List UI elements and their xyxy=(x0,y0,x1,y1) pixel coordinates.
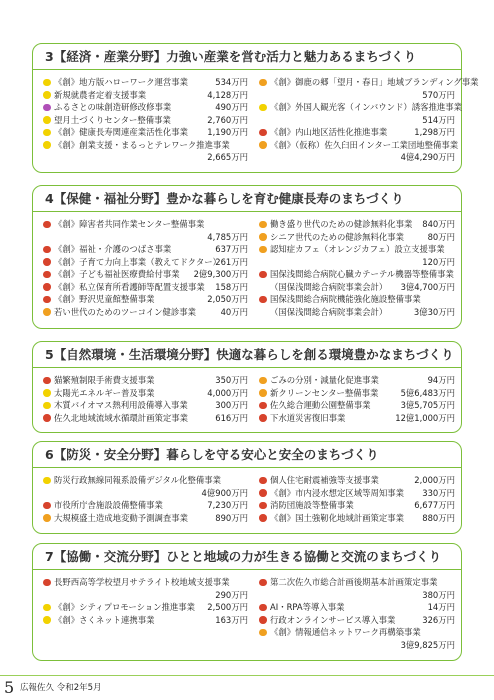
project-item xyxy=(259,639,455,652)
project-item xyxy=(43,399,248,412)
bullet-icon xyxy=(43,389,51,397)
project-item xyxy=(259,243,455,256)
project-item xyxy=(43,306,248,319)
project-amount: 94万円 xyxy=(427,375,455,385)
project-item xyxy=(259,126,455,139)
project-item xyxy=(43,601,248,614)
project-name: 新クリーンセンター整備事業 xyxy=(270,387,379,398)
project-item xyxy=(259,306,455,319)
right-column xyxy=(259,576,455,651)
project-item xyxy=(43,374,248,387)
bullet-icon xyxy=(259,221,267,229)
project-name: 《創》私立保育所看護師等配置支援事業 xyxy=(54,281,205,292)
section-collaboration xyxy=(32,543,462,661)
project-amount: 6,677万円 xyxy=(414,500,455,510)
section-title: 4【保健・福祉分野】豊かな暮らしを育む健康長寿のまちづくり xyxy=(33,186,461,212)
project-item xyxy=(259,499,455,512)
project-item xyxy=(43,474,248,487)
bullet-icon xyxy=(43,246,51,254)
section-title: 5【自然環境・生活環境分野】快適な暮らしを創る環境豊かなまちづくり xyxy=(33,342,461,368)
project-item xyxy=(43,126,248,139)
project-item xyxy=(43,589,248,602)
project-amount: 490万円 xyxy=(215,102,248,112)
project-item xyxy=(259,293,455,306)
project-name: （国保浅間総合病院事業会計） xyxy=(270,306,388,317)
project-item xyxy=(259,89,455,102)
project-amount: 326万円 xyxy=(422,614,455,625)
project-item xyxy=(259,139,459,152)
project-name: 佐久北地域流域水循環計画策定事業 xyxy=(54,412,188,423)
project-item xyxy=(259,114,455,127)
project-item xyxy=(43,293,248,306)
project-item xyxy=(43,412,248,425)
project-amount: 7,230万円 xyxy=(207,500,248,510)
right-column xyxy=(259,374,455,424)
project-amount: 4億900万円 xyxy=(201,487,248,498)
section-economy xyxy=(32,43,479,173)
project-item xyxy=(259,512,455,525)
bullet-icon xyxy=(43,91,51,99)
project-item xyxy=(259,576,455,589)
project-name: 働き盛り世代のための健診無料化事業 xyxy=(270,219,413,229)
project-name: 第二次佐久市総合計画後期基本計画策定事業 xyxy=(270,577,438,587)
left-column xyxy=(43,474,248,524)
section-environment xyxy=(32,341,462,433)
project-amount: 514万円 xyxy=(422,114,455,125)
project-item xyxy=(43,76,248,89)
bullet-icon xyxy=(259,604,267,612)
project-amount: 3億4,700万円 xyxy=(400,281,455,292)
publication-name: 広報佐久 令和2年5月 xyxy=(20,683,102,693)
bullet-icon xyxy=(259,389,267,397)
project-amount: 290万円 xyxy=(215,589,248,600)
project-name: 消防団施設等整備事業 xyxy=(270,500,354,510)
project-item xyxy=(43,151,248,164)
project-name: AI・RPA等導入事業 xyxy=(270,602,345,612)
section-title: 7【協働・交流分野】ひとと地域の力が生きる協働と交流のまちづくり xyxy=(33,544,461,570)
bullet-icon xyxy=(259,579,267,587)
project-item xyxy=(43,231,248,244)
project-item xyxy=(259,626,455,639)
left-column xyxy=(43,576,248,626)
project-amount: 350万円 xyxy=(215,375,248,385)
project-name: 木質バイオマス熱利用設備導入事業 xyxy=(54,400,188,410)
bullet-icon xyxy=(259,233,267,241)
project-item xyxy=(259,614,455,627)
project-amount: 890万円 xyxy=(215,512,248,523)
right-column xyxy=(259,76,479,164)
project-item xyxy=(259,76,479,89)
project-amount: 261万円 xyxy=(215,256,248,267)
section-title: 3【経済・産業分野】力強い産業を営む活力と魅力あるまちづくり xyxy=(33,44,461,70)
project-amount: 1,298万円 xyxy=(414,127,455,137)
project-amount: 3億5,705万円 xyxy=(400,400,455,410)
project-name: 《創》国土強靭化地域計画策定事業 xyxy=(270,512,404,523)
bullet-icon xyxy=(43,579,51,587)
page-number: 5 xyxy=(4,678,15,697)
bullet-icon xyxy=(259,616,267,624)
right-column xyxy=(259,474,455,524)
project-amount: 637万円 xyxy=(215,244,248,254)
bullet-icon xyxy=(43,616,51,624)
bullet-icon xyxy=(43,283,51,291)
project-name: 《創》健康長寿関連産業活性化事業 xyxy=(54,127,188,137)
project-item xyxy=(259,374,455,387)
bullet-icon xyxy=(43,79,51,87)
project-name: 個人住宅耐震補強等支援事業 xyxy=(270,475,379,485)
project-amount: 2,500万円 xyxy=(207,602,248,612)
bullet-icon xyxy=(259,271,267,279)
bullet-icon xyxy=(43,377,51,385)
bullet-icon xyxy=(259,477,267,485)
project-name: 《創》（仮称）佐久臼田インター工業団地整備事業 xyxy=(270,139,459,150)
bullet-icon xyxy=(43,402,51,410)
project-name: 国保浅間総合病院機能強化施設整備事業 xyxy=(270,294,421,304)
project-name: 《創》創業支援・まるっとテレワーク推進事業 xyxy=(54,139,230,150)
project-amount: 2,050万円 xyxy=(207,294,248,304)
page-footer xyxy=(0,675,494,700)
project-item xyxy=(43,512,248,525)
project-item xyxy=(43,387,248,400)
project-amount: 880万円 xyxy=(422,512,455,523)
bullet-icon xyxy=(43,296,51,304)
project-name: 《創》外国人観光客（インバウンド）誘客推進事業 xyxy=(270,102,463,112)
bullet-icon xyxy=(259,296,267,304)
bullet-icon xyxy=(259,79,267,87)
project-item xyxy=(43,499,248,512)
project-item xyxy=(43,281,248,294)
project-item xyxy=(43,576,248,589)
project-item xyxy=(259,281,455,294)
left-column xyxy=(43,218,248,318)
project-name: 長野西高等学校望月サテライト校地域支援事業 xyxy=(54,577,230,587)
project-name: 《創》地方版ハローワーク運営事業 xyxy=(54,77,188,87)
bullet-icon xyxy=(259,514,267,522)
project-item xyxy=(259,412,455,425)
project-amount: 380万円 xyxy=(422,589,455,600)
project-item xyxy=(43,101,248,114)
bullet-icon xyxy=(259,414,267,422)
bullet-icon xyxy=(43,116,51,124)
project-item xyxy=(43,256,248,269)
project-item xyxy=(259,218,455,231)
bullet-icon xyxy=(43,129,51,137)
project-item xyxy=(259,474,455,487)
project-amount: 158万円 xyxy=(215,281,248,292)
project-name: 《創》さくネット連携事業 xyxy=(54,614,155,625)
project-amount: 12億1,000万円 xyxy=(395,412,455,423)
project-item xyxy=(43,614,248,627)
left-column xyxy=(43,374,248,424)
project-amount: 2,665万円 xyxy=(207,152,248,162)
project-amount: 2,000万円 xyxy=(414,475,455,485)
project-amount: 14万円 xyxy=(427,602,455,612)
project-name: 望月土づくりセンター整備事業 xyxy=(54,114,171,125)
project-name: （国保浅間総合病院事業会計） xyxy=(270,281,388,292)
project-name: 《創》野沢児童館整備事業 xyxy=(54,294,155,304)
project-item xyxy=(259,101,463,114)
bullet-icon xyxy=(43,502,51,510)
project-amount: 4億4,290万円 xyxy=(400,152,455,162)
bullet-icon xyxy=(259,141,267,149)
project-amount: 1,190万円 xyxy=(207,127,248,137)
bullet-icon xyxy=(259,104,267,112)
project-item xyxy=(43,243,248,256)
project-name: 猫繁殖制限手術費支援事業 xyxy=(54,375,155,385)
project-name: 《創》子育て力向上事業（教えてドクター） xyxy=(54,256,221,267)
project-name: 《創》子ども福祉医療費給付事業 xyxy=(54,269,180,279)
project-item xyxy=(43,139,248,152)
project-item xyxy=(259,399,455,412)
project-amount: 330万円 xyxy=(422,487,455,498)
project-item xyxy=(43,89,248,102)
project-amount: 2億9,300万円 xyxy=(193,269,248,279)
project-item xyxy=(259,601,455,614)
project-name: 防災行政無線同報系設備デジタル化整備事業 xyxy=(54,475,221,485)
right-column xyxy=(259,218,455,318)
project-name: 《創》福祉・介護のつばさ事業 xyxy=(54,244,172,254)
project-name: 市役所庁舎施設設備整備事業 xyxy=(54,500,163,510)
project-amount: 4,785万円 xyxy=(207,231,248,242)
project-name: 若い世代のためのツーコイン健診事業 xyxy=(54,306,196,317)
project-name: 大規模盛土造成地変動予測調査事業 xyxy=(54,512,188,523)
project-item xyxy=(43,487,248,500)
project-name: シニア世代のための健診無料化事業 xyxy=(270,231,404,242)
project-amount: 616万円 xyxy=(215,412,248,423)
project-name: 行政オンラインサービス導入事業 xyxy=(270,614,396,625)
section-disaster xyxy=(32,441,462,534)
project-name: 太陽光エネルギー普及事業 xyxy=(54,387,155,398)
project-item xyxy=(259,268,455,281)
project-amount: 300万円 xyxy=(215,400,248,410)
project-amount: 80万円 xyxy=(427,231,455,242)
bullet-icon xyxy=(43,514,51,522)
bullet-icon xyxy=(259,489,267,497)
project-item xyxy=(259,231,455,244)
bullet-icon xyxy=(259,502,267,510)
bullet-icon xyxy=(259,402,267,410)
bullet-icon xyxy=(259,377,267,385)
bullet-icon xyxy=(43,104,51,112)
bullet-icon xyxy=(43,414,51,422)
bullet-icon xyxy=(43,258,51,266)
project-item xyxy=(259,387,455,400)
bullet-icon xyxy=(43,221,51,229)
project-name: 《創》市内浸水想定区域等周知事業 xyxy=(270,487,404,498)
project-amount: 840万円 xyxy=(422,219,455,229)
project-name: 《創》御鹿の郷「望月・春日」地域ブランディング事業 xyxy=(270,77,479,87)
bullet-icon xyxy=(259,246,267,254)
project-name: ごみの分別・減量化促進事業 xyxy=(270,375,379,385)
left-column xyxy=(43,76,248,164)
project-item xyxy=(43,114,248,127)
project-amount: 3億9,825万円 xyxy=(400,639,455,650)
project-name: 認知症カフェ（オレンジカフェ）設立支援事業 xyxy=(270,244,445,254)
project-name: 佐久総合運動公園整備事業 xyxy=(270,400,371,410)
project-item xyxy=(259,487,455,500)
bullet-icon xyxy=(43,271,51,279)
project-name: 下水道災害復旧事業 xyxy=(270,412,346,423)
project-name: 《創》内山地区活性化推進事業 xyxy=(270,127,388,137)
project-amount: 5億6,483万円 xyxy=(400,387,455,398)
project-amount: 3億30万円 xyxy=(413,306,455,317)
project-amount: 163万円 xyxy=(215,614,248,625)
project-item xyxy=(43,218,248,231)
project-item xyxy=(43,268,248,281)
project-amount: 4,128万円 xyxy=(207,89,248,100)
bullet-icon xyxy=(259,629,267,637)
bullet-icon xyxy=(259,129,267,137)
project-amount: 120万円 xyxy=(422,256,455,267)
project-name: 国保浅間総合病院心臓カテーテル機器等整備事業 xyxy=(270,269,454,279)
project-amount: 2,760万円 xyxy=(207,114,248,125)
project-amount: 534万円 xyxy=(215,77,248,87)
project-item xyxy=(259,256,455,269)
section-health xyxy=(32,185,462,329)
project-item xyxy=(259,151,455,164)
section-title: 6【防災・安全分野】暮らしを守る安心と安全のまちづくり xyxy=(33,442,461,468)
bullet-icon xyxy=(43,477,51,485)
project-item xyxy=(259,589,455,602)
project-name: 《創》障害者共同作業センター整備事業 xyxy=(54,219,205,229)
project-amount: 570万円 xyxy=(422,89,455,100)
bullet-icon xyxy=(43,308,51,316)
bullet-icon xyxy=(43,604,51,612)
project-amount: 40万円 xyxy=(220,306,248,317)
project-name: 《創》シティプロモーション推進事業 xyxy=(54,602,196,612)
project-name: 《創》情報通信ネットワーク再構築事業 xyxy=(270,627,421,637)
project-amount: 4,000万円 xyxy=(207,387,248,398)
project-name: ふるさとの味創造研修改修事業 xyxy=(54,102,172,112)
bullet-icon xyxy=(43,141,51,149)
project-name: 新規就農者定着支援事業 xyxy=(54,89,147,100)
